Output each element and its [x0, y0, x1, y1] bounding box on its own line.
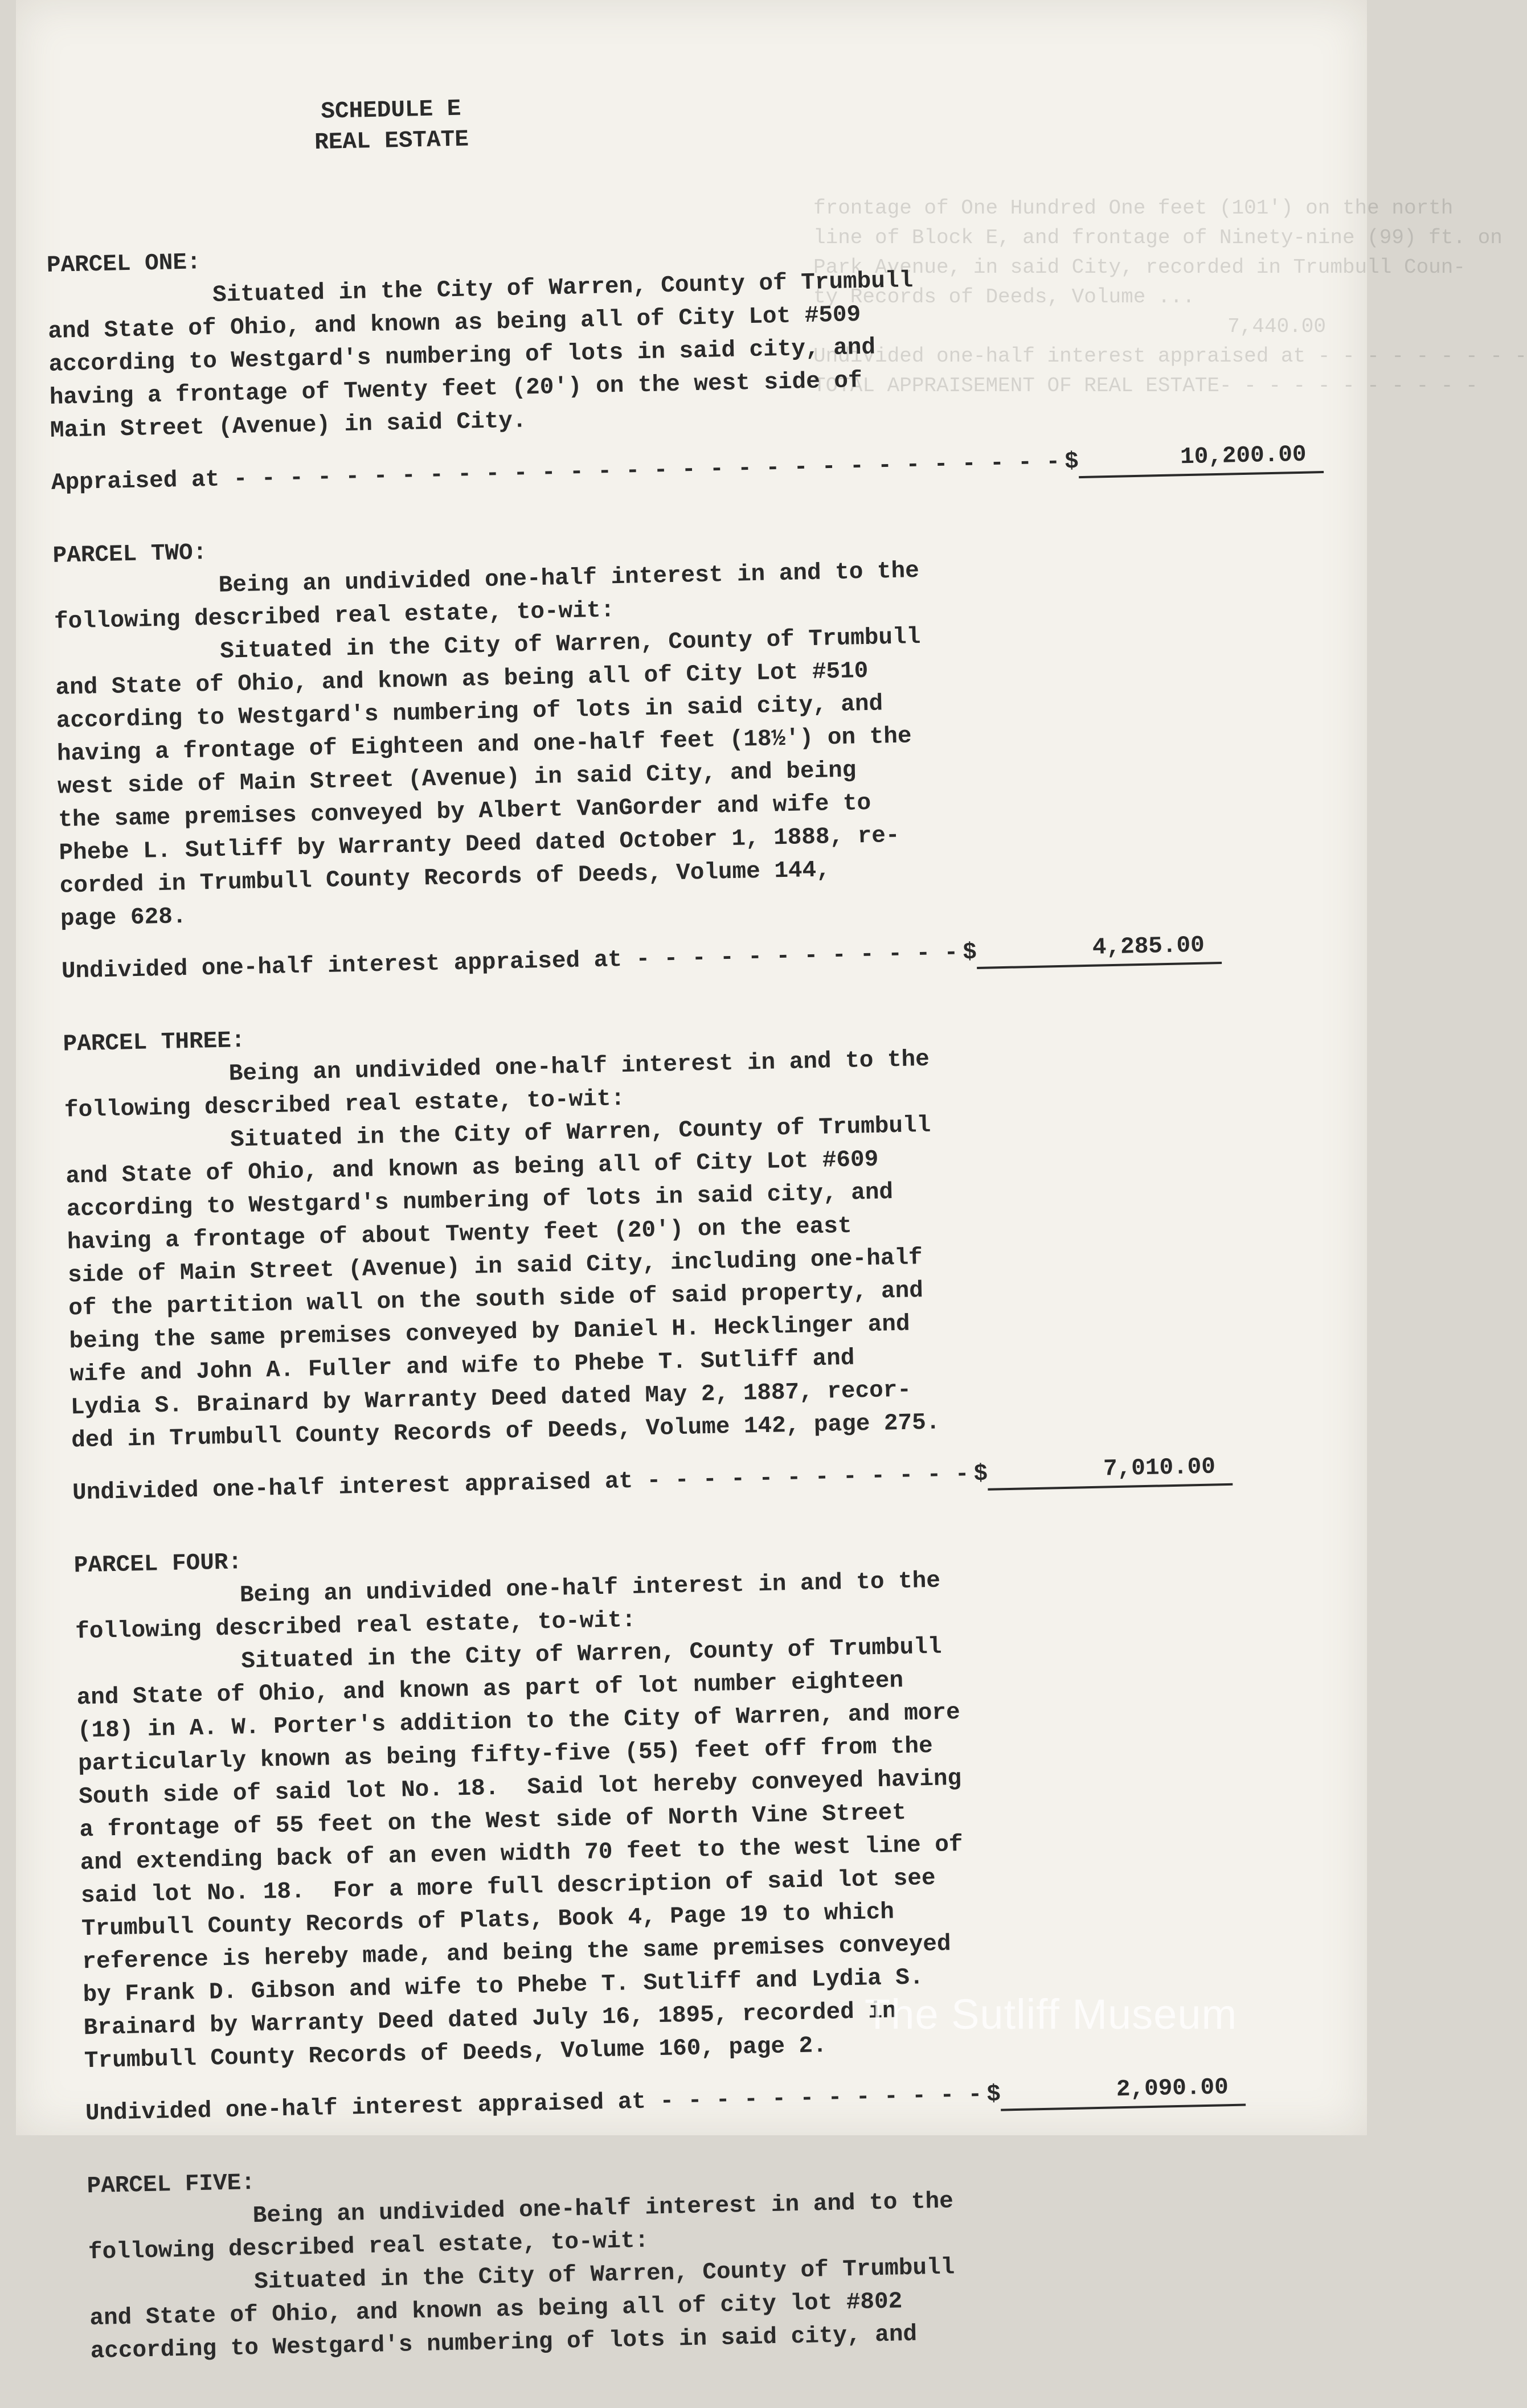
parcel-text-line: Situated in the City of Warren, County of Trumbull — [240, 1634, 942, 1675]
parcel-text-line: Situated in the City of Warren, County of Trumbull — [230, 1112, 931, 1154]
parcel-text-line: of the partition wall on the south side of said property, and — [68, 1278, 924, 1322]
parcel-text-line: ded in Trumbull County Records of Deeds, Volume 142, page 275. — [71, 1409, 940, 1454]
parcel-text-line: page 628. — [60, 904, 187, 933]
leader-dashes: - - - - - - - - - - - - - - - - - - - - - - - - - - - - - - — [233, 449, 1061, 493]
parcel-text-line: having a frontage of about Twenty feet (20') on the east — [67, 1213, 852, 1256]
bleed-line: line of Block E, and frontage of Ninety-nine (99) ft. on — [813, 226, 1503, 249]
parcel-text-line: according to Westgard's numbering of lots in said city, and — [56, 691, 883, 735]
parcel-text-line: Trumbull County Records of Plats, Book 4, Page 19 to which — [81, 1899, 895, 1943]
parcel-text-line: South side of said lot No. 18. Said lot hereby conveyed having — [78, 1765, 962, 1811]
parcel-text-line: particularly known as being fifty-five (55) feet off from the — [77, 1733, 934, 1778]
dollar-sign: $ — [962, 940, 977, 966]
dollar-sign: $ — [1064, 449, 1079, 475]
parcel-text-line: according to Westgard's numbering of lots in said city, and — [66, 1179, 894, 1223]
leader-dashes: - - - - - - - - - - - - — [660, 2082, 982, 2115]
parcel-label: PARCEL THREE: — [63, 1027, 245, 1058]
parcel-text-line: Phebe L. Sutliff by Warranty Deed dated October 1, 1888, re- — [59, 822, 900, 867]
parcel-section — [52, 512, 1383, 988]
parcel-section — [46, 221, 1527, 499]
leader-dashes: - - - - - - - - - - - - — [636, 940, 959, 973]
parcel-label: PARCEL FIVE: — [87, 2170, 256, 2200]
museum-watermark: The Sutliff Museum — [865, 1991, 1238, 2038]
dollar-sign: $ — [986, 2081, 1001, 2108]
appraisal-label: Undivided one-half interest appraised at — [61, 946, 637, 985]
parcel-text-line: Situated in the City of Warren, County of Trumbull — [212, 268, 914, 309]
parcel-list — [46, 221, 1527, 2368]
parcel-text-line: reference is hereby made, and being the same premises conveyed — [81, 1931, 952, 1976]
leader-dashes: - - - - - - - - - - - - — [646, 1461, 969, 1495]
appraised-amount: 4,285.00 — [976, 929, 1222, 969]
parcel-text-line: and State of Ohio, and known as being all of City Lot #609 — [65, 1146, 879, 1190]
parcel-text-line: and State of Ohio, and known as being all of city lot #802 — [89, 2288, 903, 2332]
appraised-amount: 7,010.00 — [987, 1450, 1233, 1491]
parcel-text-line: having a frontage of Eighteen and one-half feet (18½') on the — [56, 723, 912, 768]
parcel-text-line: Lydia S. Brainard by Warranty Deed dated May 2, 1887, recor- — [70, 1377, 912, 1421]
parcel-text-line: and State of Ohio, and known as part of lot number eighteen — [76, 1667, 904, 1712]
parcel-text-line: according to Westgard's numbering of lots in said city, and — [48, 334, 876, 378]
parcel-text-line: side of Main Street (Avenue) in said City, including one-half — [67, 1245, 923, 1289]
bleed-line: Park Avenue, in said City, recorded in Trumbull Coun- — [813, 256, 1465, 279]
parcel-section — [63, 1000, 1394, 1509]
appraisal-label: Undivided one-half interest appraised at — [85, 2089, 661, 2127]
parcel-text-line: following described real estate, to-wit: — [88, 2227, 649, 2266]
appraisal-row — [61, 925, 1383, 988]
parcel-text-line: Main Street (Avenue) in said City. — [50, 408, 527, 444]
parcel-text-line: Situated in the City of Warren, County of Trumbull — [253, 2254, 955, 2296]
parcel-text-line: wife and John A. Fuller and wife to Phebe T. Sutliff and — [69, 1345, 855, 1388]
appraised-amount: 2,090.00 — [1000, 2071, 1246, 2111]
parcel-text-line: following described real estate, to-wit: — [75, 1607, 636, 1646]
appraisal-label: Appraised at — [51, 466, 234, 497]
schedule-subtitle: REAL ESTATE — [314, 126, 469, 157]
dollar-sign: $ — [973, 1461, 988, 1488]
parcel-text-line: by Frank D. Gibson and wife to Phebe T. Sutliff and Lydia S. — [83, 1964, 924, 2009]
parcel-text-line: and State of Ohio, and known as being all of City Lot #510 — [55, 658, 869, 702]
parcel-text-line: said lot No. 18. For a more full description of said lot see — [80, 1865, 936, 1910]
parcel-text-line: Trumbull County Records of Deeds, Volume 160, page 2. — [84, 2032, 828, 2075]
appraisal-row — [85, 2067, 1407, 2131]
parcel-text-line: and State of Ohio, and known as being all of City Lot #509 — [47, 302, 861, 345]
bleed-amount: 7,440.00 — [1227, 315, 1326, 338]
parcel-text-line: Being an undivided one-half interest in and to the — [228, 1046, 930, 1088]
bleed-line: frontage of One Hundred One feet (101') on the north — [813, 196, 1454, 220]
parcel-text-line: corded in Trumbull County Records of Deeds, Volume 144, — [59, 857, 831, 900]
parcel-text-line: west side of Main Street (Avenue) in said City, and being — [57, 757, 857, 801]
parcel-text-line: Being an undivided one-half interest in and to the — [239, 1568, 941, 1609]
parcel-label: PARCEL ONE: — [46, 249, 202, 279]
parcel-text-line: following described real estate, to-wit: — [64, 1086, 625, 1124]
parcel-text-line: being the same premises conveyed by Daniel H. Hecklinger and — [69, 1311, 910, 1355]
appraised-amount: 10,200.00 — [1078, 438, 1324, 478]
bleed-line: ty Records of Deeds, Volume ... — [813, 285, 1195, 309]
parcel-section — [73, 1522, 1407, 2130]
bleed-line: Undivided one-half interest appraised at - - - - - - - - - — [813, 344, 1527, 368]
parcel-text-line: Being an undivided one-half interest in and to the — [252, 2188, 954, 2230]
parcel-text-line: (18) in A. W. Porter's addition to the City of Warren, and more — [77, 1699, 961, 1745]
appraisal-row — [51, 437, 1373, 500]
parcel-text-line: according to Westgard's numbering of lots in said city, and — [90, 2321, 918, 2365]
parcel-text-line: and extending back of an even width 70 feet to the west line of — [80, 1831, 963, 1877]
parcel-text-line: following described real estate, to-wit: — [54, 597, 615, 635]
parcel-text-line: Being an undivided one-half interest in and to the — [218, 557, 920, 599]
parcel-label: PARCEL TWO: — [52, 540, 207, 569]
schedule-heading — [43, 88, 739, 164]
parcel-text-line: a frontage of 55 feet on the West side of North Vine Street — [79, 1799, 907, 1844]
parcel-text-line: having a frontage of Twenty feet (20') on the west side of — [49, 368, 863, 411]
parcel-text-line: Brainard by Warranty Deed dated July 16, 1895, recorded in — [83, 1998, 897, 2042]
parcel-text-line: the same premises conveyed by Albert VanGorder and wife to — [58, 790, 871, 834]
parcel-text-line: Situated in the City of Warren, County of Trumbull — [219, 623, 921, 665]
typed-schedule — [43, 75, 1527, 2408]
appraisal-label: Undivided one-half interest appraised at — [72, 1468, 648, 1507]
schedule-title: SCHEDULE E — [320, 96, 461, 125]
document-page — [16, 0, 1527, 2365]
parcel-label: PARCEL FOUR: — [73, 1549, 243, 1580]
parcel-section — [87, 2143, 1412, 2369]
bleed-line: TOTAL APPRAISEMENT OF REAL ESTATE- - - - - - - - - - - — [813, 374, 1478, 397]
appraisal-row — [72, 1447, 1394, 1510]
